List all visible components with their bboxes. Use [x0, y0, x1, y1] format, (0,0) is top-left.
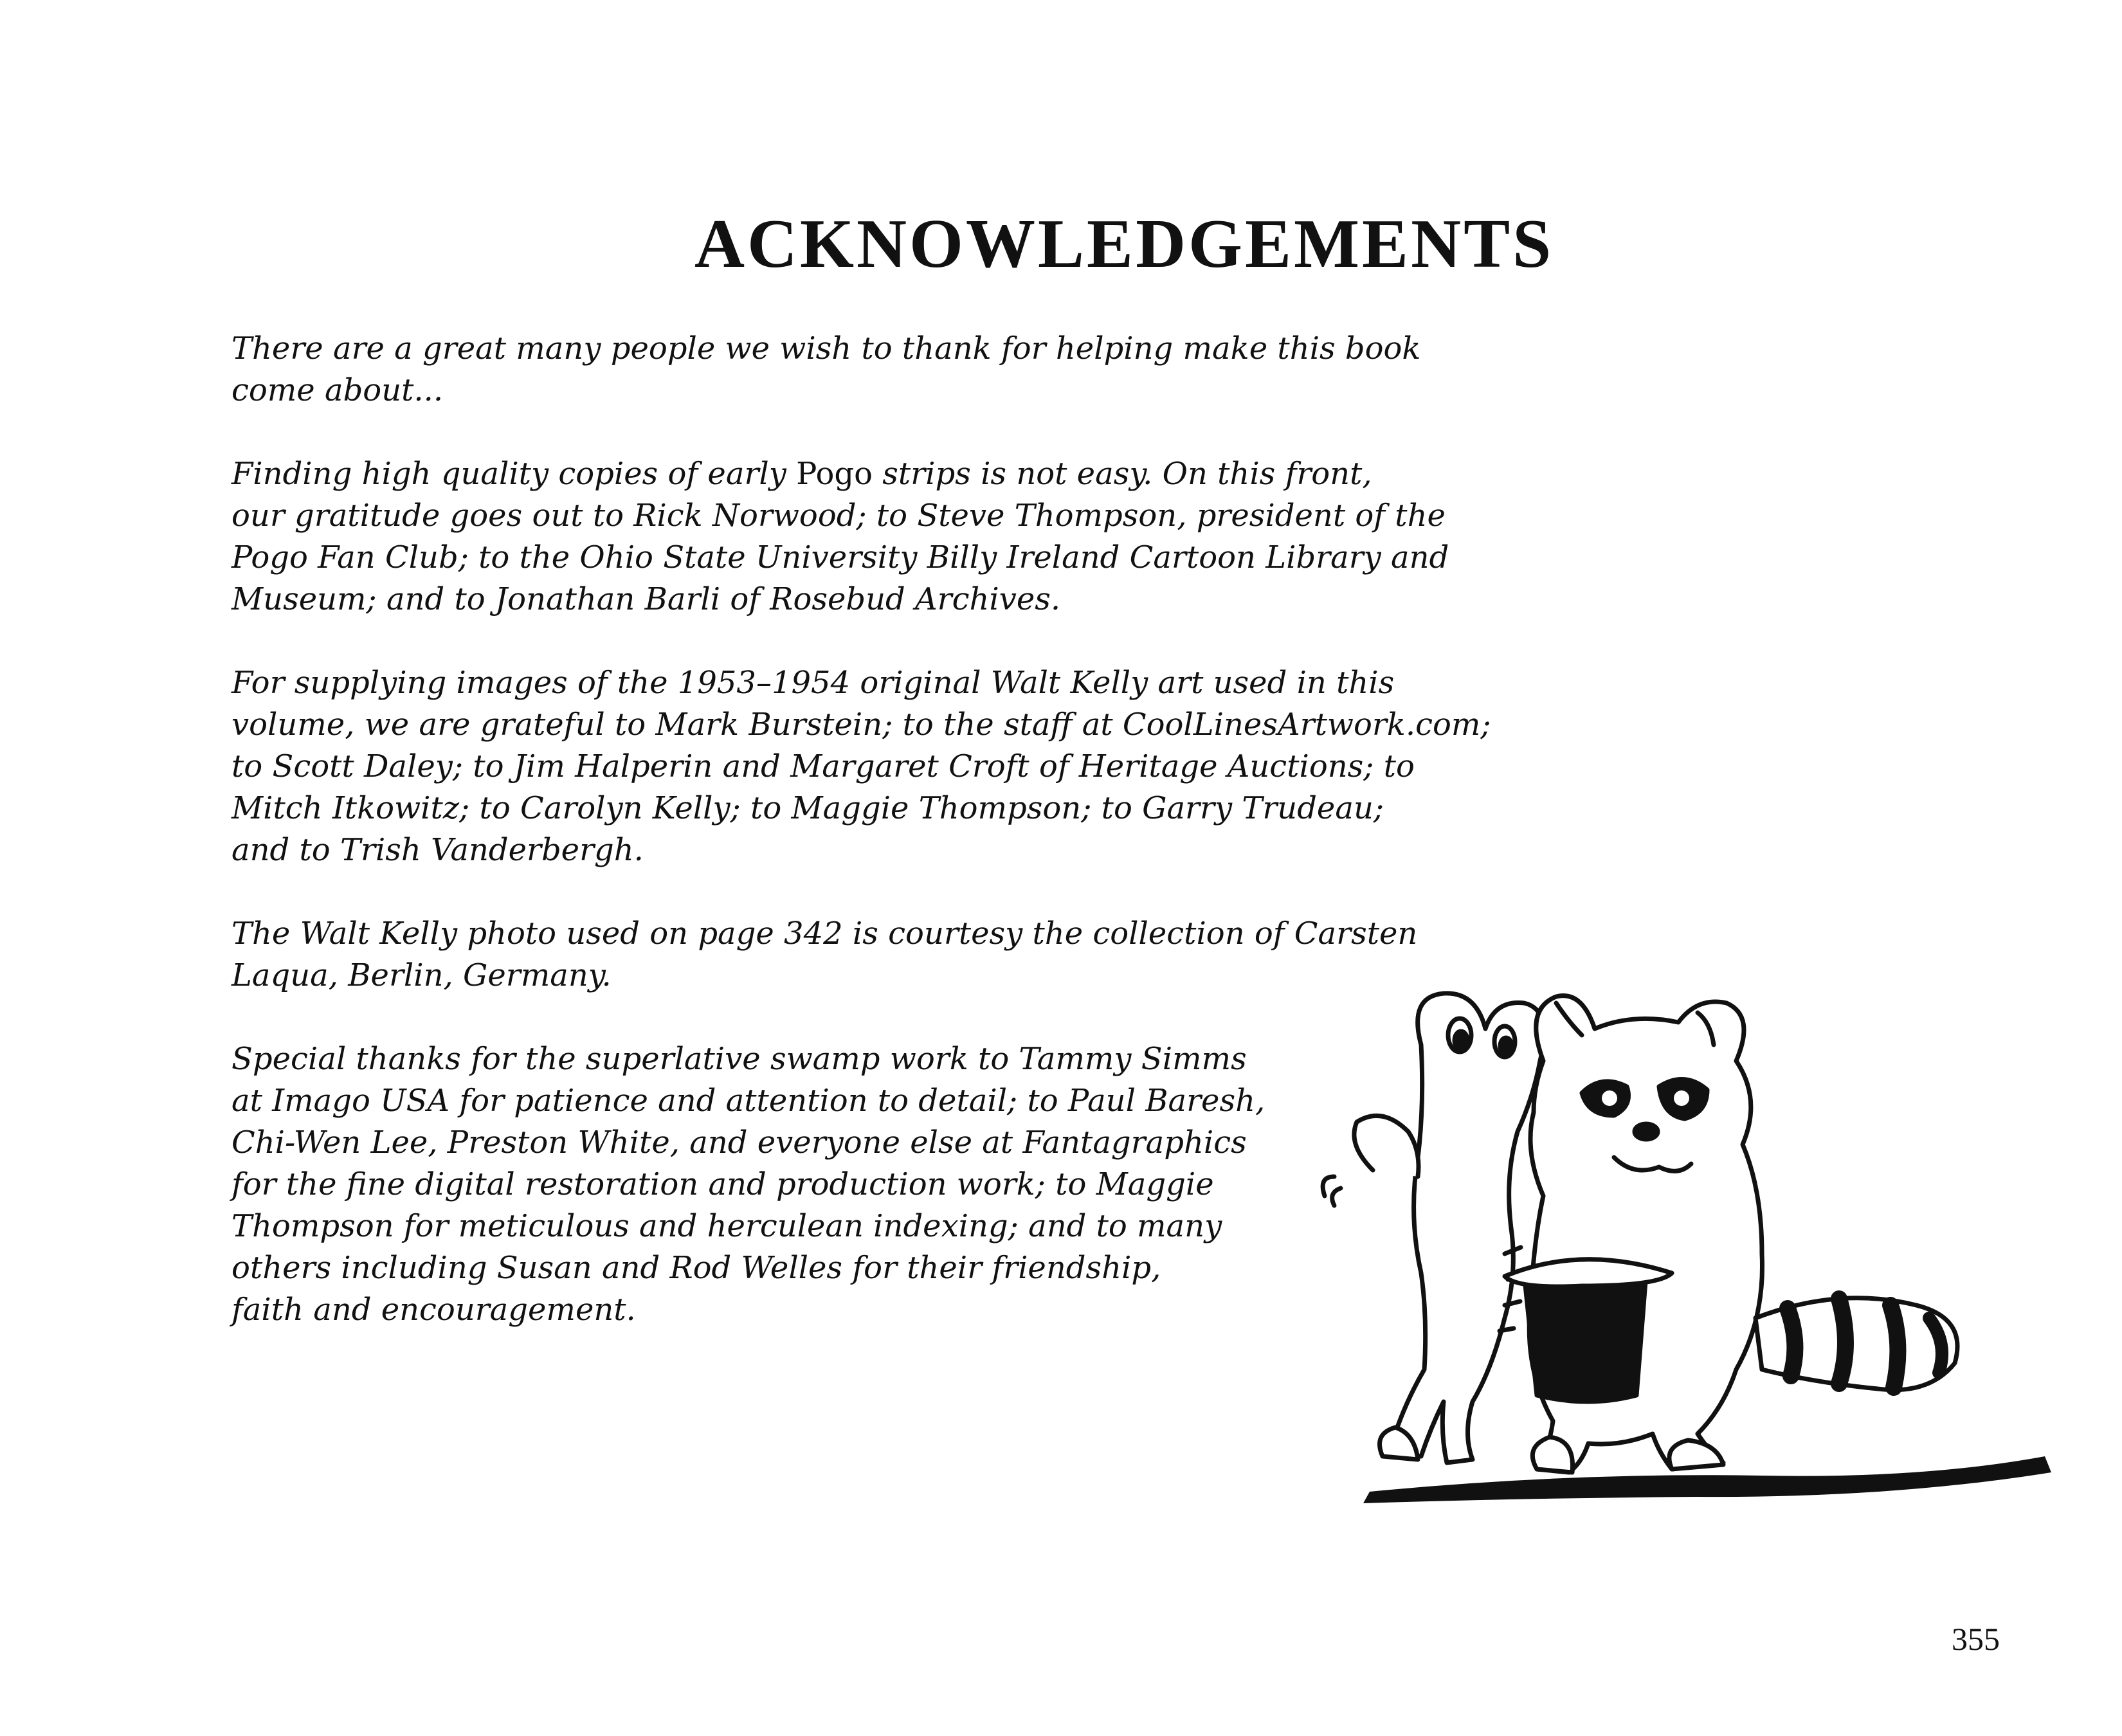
- text-line: at Imago USA for patience and attention to detail; to Paul Baresh,: [231, 1083, 1265, 1119]
- text-line: [231, 453, 1550, 495]
- text-segment: strips is not easy. On this front,: [872, 456, 1372, 492]
- text-line: For supplying images of the 1953–1954 original Walt Kelly art used in this: [231, 665, 1395, 701]
- text-line: come about...: [231, 372, 444, 408]
- text-line: There are a great many people we wish to thank for helping make this book: [231, 330, 1421, 366]
- page-number: 355: [1952, 1621, 2000, 1657]
- text-line: for the fine digital restoration and production work; to Maggie: [231, 1166, 1214, 1202]
- text-line: Pogo Fan Club; to the Ohio State University Billy Ireland Cartoon Library and: [231, 539, 1449, 575]
- paragraph-original-art: [231, 662, 1550, 871]
- text-line: volume, we are grateful to Mark Burstein; to the staff at CoolLinesArtwork.com;: [231, 707, 1491, 743]
- text-line: Special thanks for the superlative swamp work to Tammy Simms: [231, 1041, 1247, 1077]
- alligator-figure: [1389, 993, 1544, 1463]
- text-line: Chi-Wen Lee, Preston White, and everyone else at Fantagraphics: [231, 1125, 1247, 1161]
- page-title: ACKNOWLEDGEMENTS: [694, 206, 1554, 282]
- alligator-and-raccoon-illustration: [1312, 984, 2071, 1517]
- paragraph-intro: [231, 328, 1550, 411]
- text-line: our gratitude goes out to Rick Norwood; to Steve Thompson, president of the: [231, 498, 1446, 534]
- text-line: Thompson for meticulous and herculean indexing; and to many: [231, 1208, 1222, 1244]
- text-line: Laqua, Berlin, Germany.: [231, 957, 612, 993]
- text-line: to Scott Daley; to Jim Halperin and Margaret Croft of Heritage Auctions; to: [231, 748, 1415, 784]
- text-line: The Walt Kelly photo used on page 342 is courtesy the collection of Carsten: [231, 916, 1418, 952]
- text-line: Museum; and to Jonathan Barli of Rosebud Archives.: [231, 581, 1061, 617]
- text-line: and to Trish Vanderbergh.: [231, 832, 644, 868]
- text-segment: Finding high quality copies of early: [231, 456, 797, 492]
- paragraph-strip-sources: [231, 453, 1550, 620]
- strip-title: Pogo: [796, 456, 873, 492]
- text-line: faith and encouragement.: [231, 1292, 636, 1328]
- text-line: others including Susan and Rod Welles for their friendship,: [231, 1250, 1161, 1286]
- text-line: Mitch Itkowitz; to Carolyn Kelly; to Maggie Thompson; to Garry Trudeau;: [231, 790, 1384, 826]
